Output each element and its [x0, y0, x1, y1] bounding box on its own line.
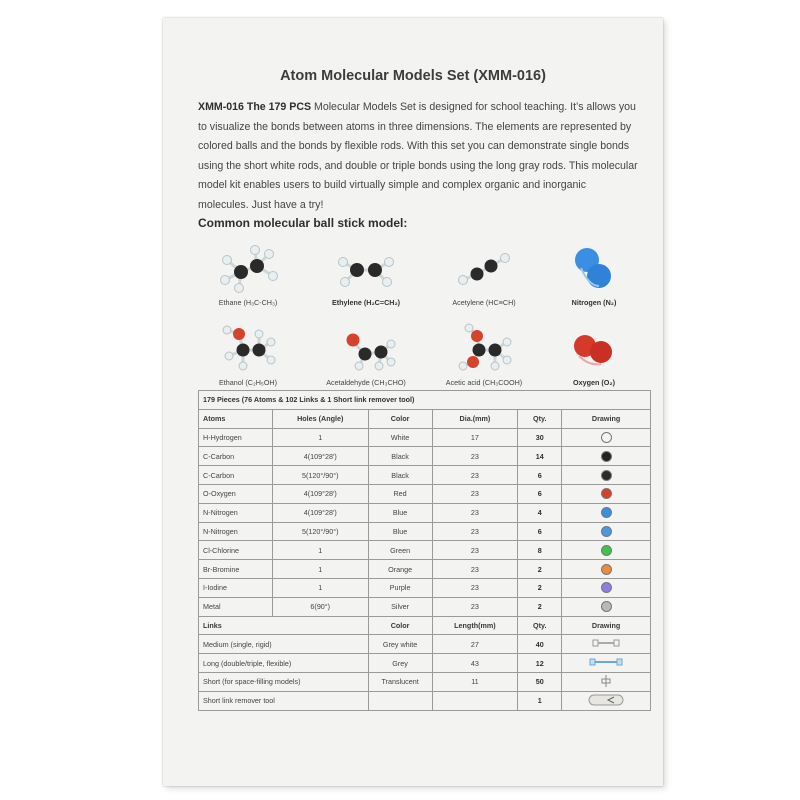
ethane-model-image [213, 240, 283, 296]
table-row [199, 578, 651, 597]
drawing-cell [562, 503, 651, 522]
header-diameter: Dia.(mm) [432, 409, 518, 428]
color-cell: Green [368, 541, 432, 560]
atom-ball-icon [601, 601, 612, 612]
drawing-cell [562, 484, 651, 503]
atom-ball-icon [601, 451, 612, 462]
acetaldehyde-model-image [331, 320, 401, 376]
length-cell: 27 [432, 635, 518, 654]
drawing-cell [562, 560, 651, 579]
intro-lead: XMM-016 The 179 PCS [198, 101, 312, 113]
molecule-caption: Acetylene (HC≡CH) [452, 298, 516, 307]
color-cell: Blue [368, 503, 432, 522]
color-cell: Black [368, 466, 432, 485]
diameter-cell: 17 [432, 428, 518, 447]
header-color: Color [368, 409, 432, 428]
intro-paragraph [198, 98, 638, 216]
atom-ball-icon [601, 507, 612, 518]
molecule-ethylene [311, 240, 421, 307]
diameter-cell: 23 [432, 541, 518, 560]
link-drawing-cell [562, 635, 651, 654]
drawing-cell [562, 597, 651, 616]
atom-ball-icon [601, 564, 612, 575]
qty-cell: 2 [518, 560, 562, 579]
ethanol-model-image [213, 320, 283, 376]
ethylene-model-image [331, 240, 401, 296]
link-name-cell: Medium (single, rigid) [199, 635, 369, 654]
table-row [199, 484, 651, 503]
link-qty-cell: 40 [518, 635, 562, 654]
header-link-drawing: Drawing [562, 616, 651, 635]
atom-ball-icon [601, 470, 612, 481]
link-name-cell: Short (for space-filling models) [199, 672, 369, 691]
diameter-cell: 23 [432, 597, 518, 616]
atoms-header-row [199, 409, 651, 428]
qty-cell: 14 [518, 447, 562, 466]
atom-name-cell: H-Hydrogen [199, 428, 273, 447]
molecule-oxygen [539, 320, 649, 387]
atom-name-cell: C-Carbon [199, 466, 273, 485]
atom-name-cell: N-Nitrogen [199, 522, 273, 541]
qty-cell: 2 [518, 578, 562, 597]
table-row [199, 597, 651, 616]
qty-cell: 30 [518, 428, 562, 447]
length-cell [432, 691, 518, 710]
link-qty-cell: 50 [518, 672, 562, 691]
atom-ball-icon [601, 432, 612, 443]
link-rows [199, 635, 651, 710]
qty-cell: 6 [518, 466, 562, 485]
holes-cell: 4(109°28′) [272, 447, 368, 466]
table-row [199, 503, 651, 522]
table-caption: 179 Pieces (76 Atoms & 102 Links & 1 Short link remover tool) [199, 391, 651, 410]
molecule-caption: Oxygen (O₂) [573, 378, 615, 387]
holes-cell: 5(120°/90°) [272, 466, 368, 485]
atom-rows [199, 428, 651, 616]
header-holes: Holes (Angle) [272, 409, 368, 428]
atom-name-cell: N-Nitrogen [199, 503, 273, 522]
link-color-cell [368, 691, 432, 710]
intro-text: Molecular Models Set is designed for school teaching. It’s allows you to visualize the bonds between atoms in three dimensions. The elements are represented by colored balls and the bonds by flexible rods. With this set you can demonstrate single bonds using the short white rods, and double or triple bonds using the long gray rods. This molecular model kit enables users to build virtually simple and complex organic and inorganic molecules. Just have a try! [198, 101, 638, 211]
molecule-ethane [193, 240, 303, 307]
table-row [199, 541, 651, 560]
link-drawing-cell [562, 691, 651, 710]
qty-cell: 6 [518, 522, 562, 541]
table-row [199, 447, 651, 466]
acetylene-model-image [449, 240, 519, 296]
link-qty-cell: 1 [518, 691, 562, 710]
molecule-nitrogen [539, 240, 649, 307]
molecule-caption: Nitrogen (N₂) [571, 298, 617, 307]
table-row [199, 428, 651, 447]
color-cell: Blue [368, 522, 432, 541]
color-cell: Black [368, 447, 432, 466]
oxygen-model-image [559, 320, 629, 376]
table-row [199, 654, 651, 673]
drawing-cell [562, 428, 651, 447]
parts-table [198, 390, 651, 711]
diameter-cell: 23 [432, 522, 518, 541]
atom-ball-icon [601, 526, 612, 537]
medium-link-icon [592, 638, 620, 650]
molecule-caption: Acetic acid (CH₃COOH) [445, 378, 523, 387]
links-header-row [199, 616, 651, 635]
holes-cell: 5(120°/90°) [272, 522, 368, 541]
diameter-cell: 23 [432, 466, 518, 485]
link-qty-cell: 12 [518, 654, 562, 673]
atom-name-cell: Metal [199, 597, 273, 616]
atom-name-cell: I-Iodine [199, 578, 273, 597]
atom-ball-icon [601, 488, 612, 499]
color-cell: Silver [368, 597, 432, 616]
header-atoms: Atoms [199, 409, 273, 428]
link-color-cell: Grey white [368, 635, 432, 654]
page-title: Atom Molecular Models Set (XMM-016) [280, 68, 546, 84]
document-sheet [163, 18, 663, 786]
diameter-cell: 23 [432, 503, 518, 522]
models-subheading: Common molecular ball stick model: [198, 216, 408, 230]
qty-cell: 8 [518, 541, 562, 560]
color-cell: Purple [368, 578, 432, 597]
holes-cell: 1 [272, 428, 368, 447]
holes-cell: 1 [272, 578, 368, 597]
table-caption-row [199, 391, 651, 410]
length-cell: 43 [432, 654, 518, 673]
diameter-cell: 23 [432, 484, 518, 503]
drawing-cell [562, 447, 651, 466]
header-drawing: Drawing [562, 409, 651, 428]
link-name-cell: Short link remover tool [199, 691, 369, 710]
atom-ball-icon [601, 582, 612, 593]
acetic-acid-model-image [449, 320, 519, 376]
table-row [199, 560, 651, 579]
molecule-ethanol [193, 320, 303, 387]
molecule-caption: Ethanol (C₂H₅OH) [218, 378, 277, 387]
drawing-cell [562, 541, 651, 560]
table-row [199, 635, 651, 654]
diameter-cell: 23 [432, 578, 518, 597]
atom-name-cell: Br-Bromine [199, 560, 273, 579]
table-row [199, 691, 651, 710]
drawing-cell [562, 522, 651, 541]
molecule-caption: Ethylene (H₂C=CH₂) [331, 298, 401, 307]
header-qty: Qty. [518, 409, 562, 428]
molecule-acetylene [429, 240, 539, 307]
remover-tool-icon [588, 694, 624, 708]
holes-cell: 6(90°) [272, 597, 368, 616]
diameter-cell: 23 [432, 447, 518, 466]
qty-cell: 4 [518, 503, 562, 522]
link-color-cell: Translucent [368, 672, 432, 691]
link-drawing-cell [562, 654, 651, 673]
molecule-acetic-acid [429, 320, 539, 387]
molecule-caption: Acetaldehyde (CH₃CHO) [326, 378, 406, 387]
color-cell: White [368, 428, 432, 447]
link-color-cell: Grey [368, 654, 432, 673]
atom-name-cell: C-Carbon [199, 447, 273, 466]
drawing-cell [562, 578, 651, 597]
link-name-cell: Long (double/triple, flexible) [199, 654, 369, 673]
atom-name-cell: O-Oxygen [199, 484, 273, 503]
long-link-icon [589, 657, 623, 669]
header-length: Length(mm) [432, 616, 518, 635]
header-link-color: Color [368, 616, 432, 635]
atom-ball-icon [601, 545, 612, 556]
link-drawing-cell [562, 672, 651, 691]
qty-cell: 2 [518, 597, 562, 616]
table-row [199, 522, 651, 541]
holes-cell: 4(109°28′) [272, 484, 368, 503]
color-cell: Red [368, 484, 432, 503]
diameter-cell: 23 [432, 560, 518, 579]
drawing-cell [562, 466, 651, 485]
holes-cell: 1 [272, 541, 368, 560]
nitrogen-model-image [559, 240, 629, 296]
header-links: Links [199, 616, 369, 635]
color-cell: Orange [368, 560, 432, 579]
holes-cell: 4(109°28′) [272, 503, 368, 522]
atom-name-cell: Cl-Chlorine [199, 541, 273, 560]
molecule-caption: Ethane (H₃C-CH₃) [218, 298, 278, 307]
length-cell: 11 [432, 672, 518, 691]
table-row [199, 466, 651, 485]
molecule-acetaldehyde [311, 320, 421, 387]
table-row [199, 672, 651, 691]
header-link-qty: Qty. [518, 616, 562, 635]
short-link-icon [599, 675, 613, 689]
qty-cell: 6 [518, 484, 562, 503]
holes-cell: 1 [272, 560, 368, 579]
